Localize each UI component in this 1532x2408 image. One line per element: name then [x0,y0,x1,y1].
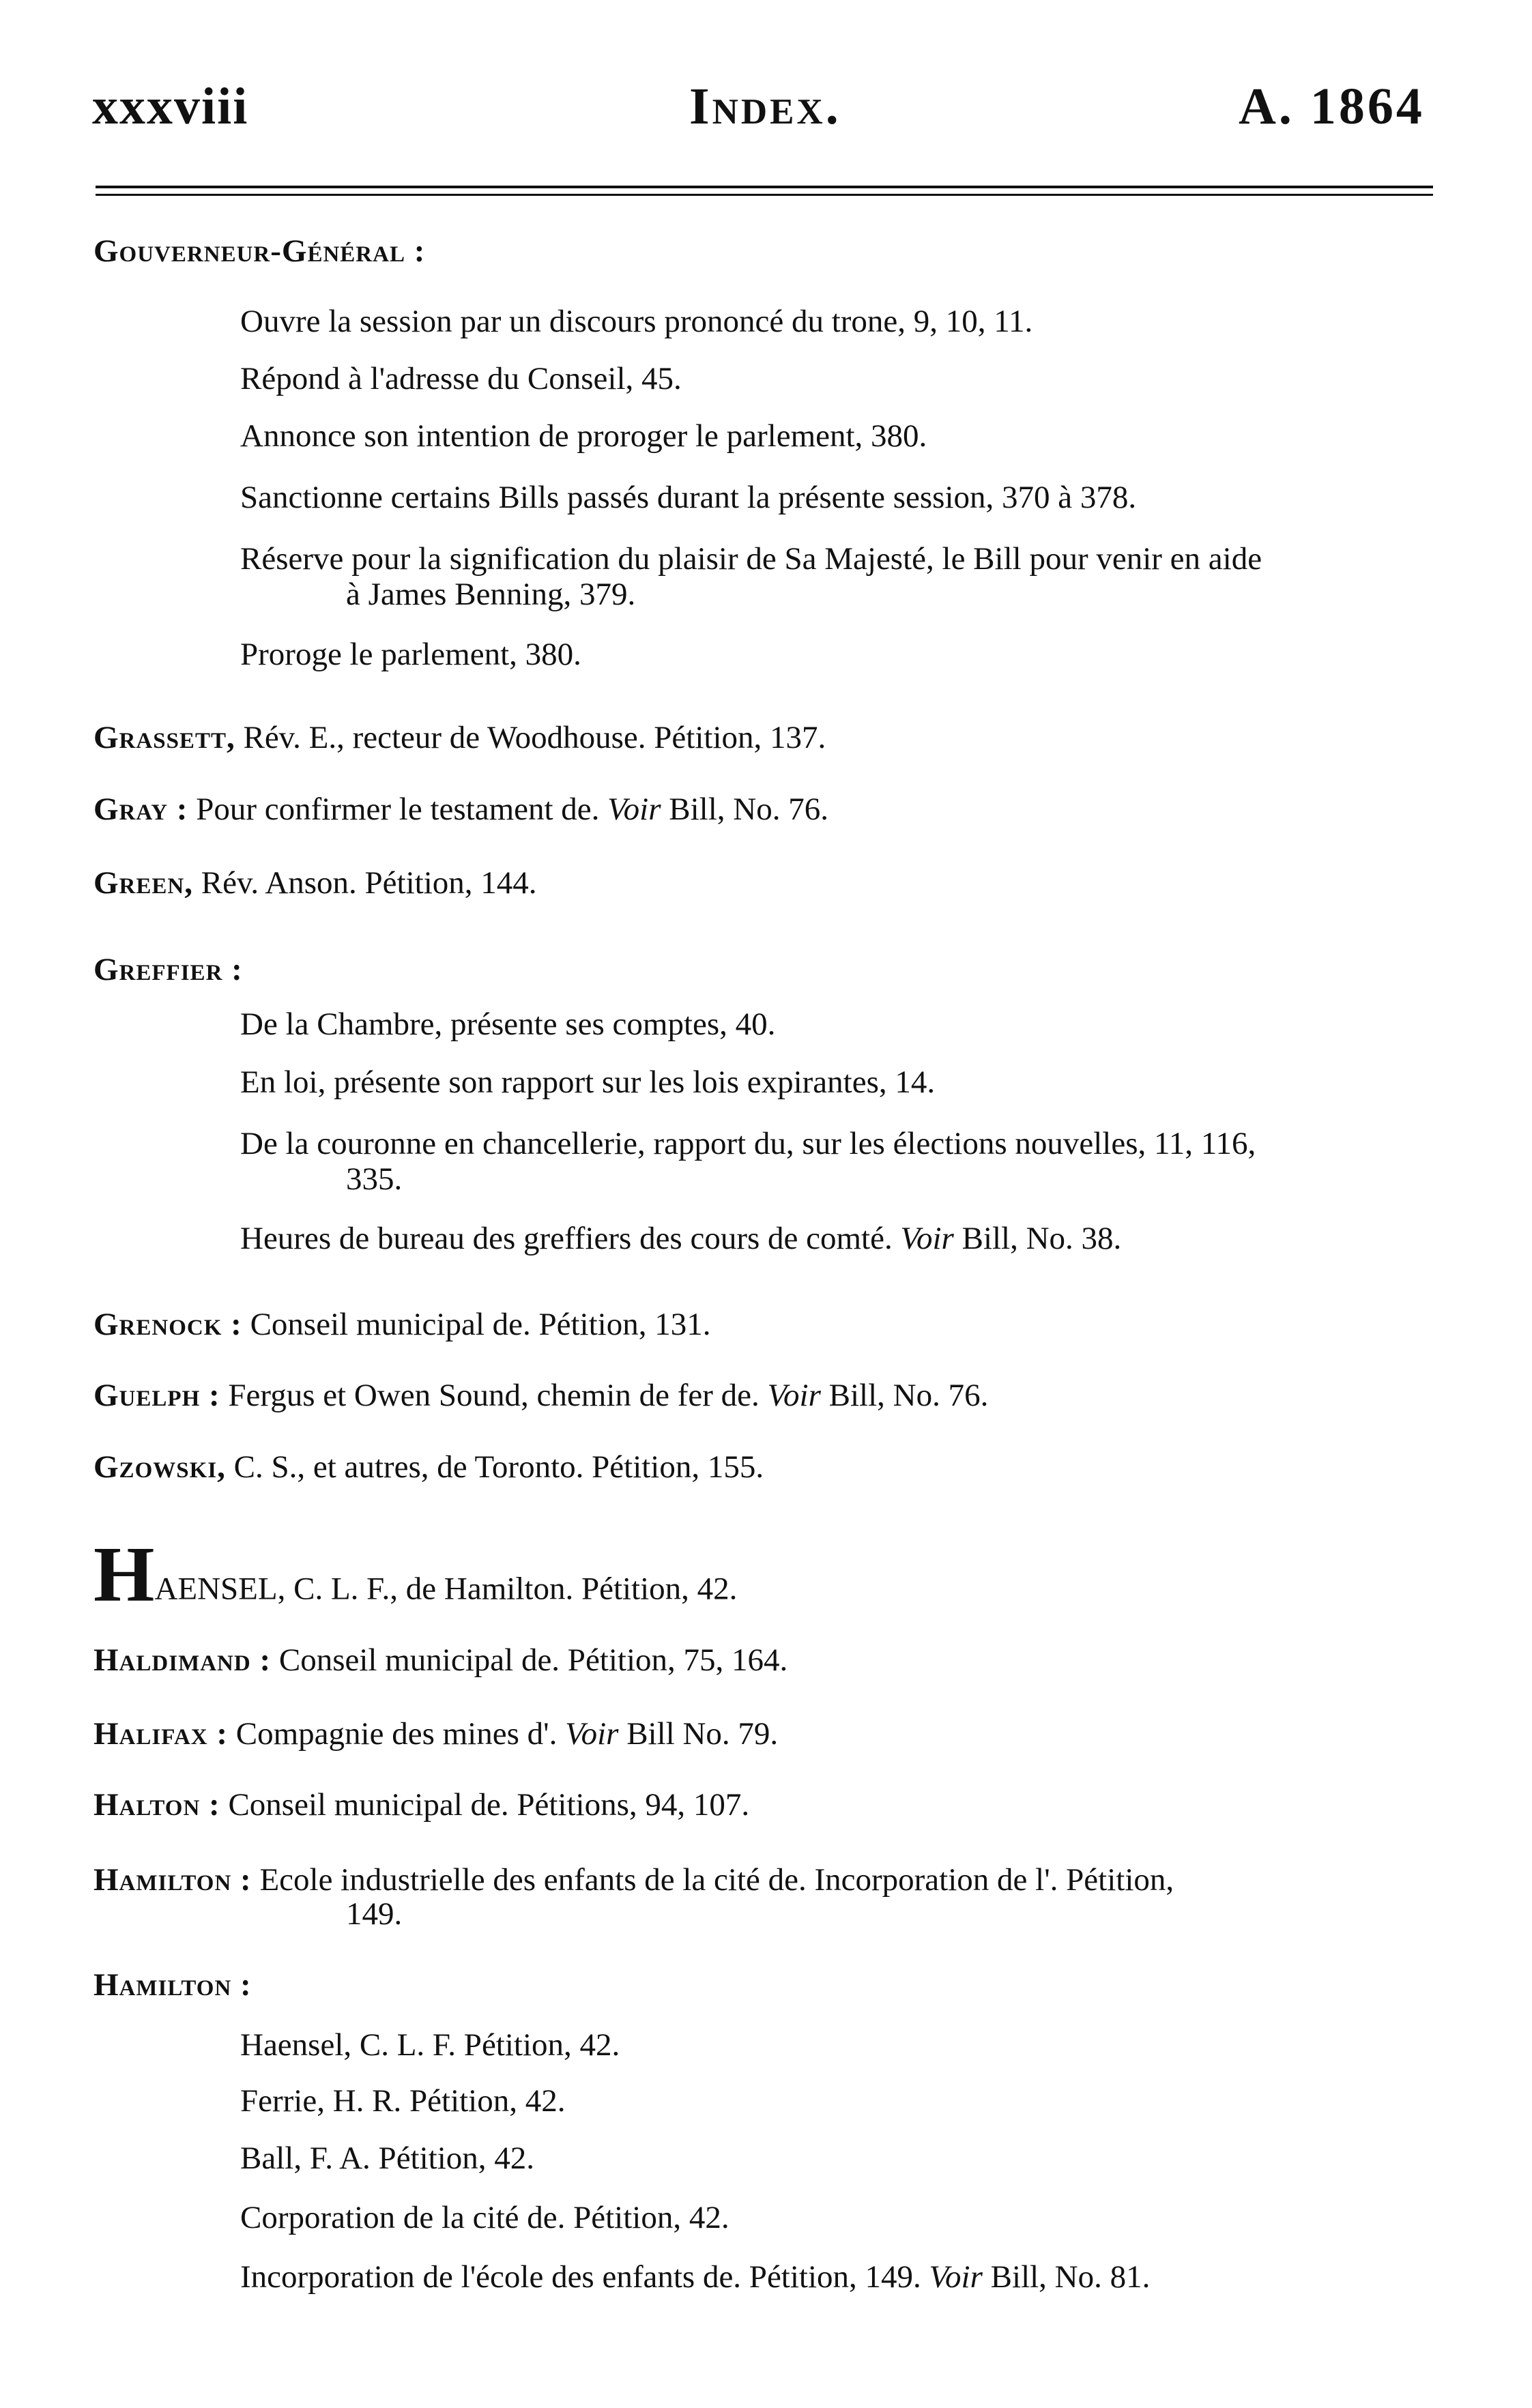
entry-name: Haldimand : [93,1642,272,1678]
entry-heading: Hamilton : [93,1967,252,2003]
sub-entry [240,1219,1121,1258]
page-number: xxxviii [92,78,249,135]
entry-name: Green, [93,865,193,901]
index-entry [93,719,826,757]
entry-reference: Bill, No. 38. [953,1221,1122,1256]
sub-entry: Ferrie, H. R. Pétition, 42. [240,2083,566,2119]
index-entry [93,1531,738,1623]
header-rule-top [96,186,1433,188]
entry-text: Compagnie des mines d'. [235,1716,566,1752]
entry-reference: Bill, No. 76. [820,1378,989,1413]
sub-entry: Ball, F. A. Pétition, 42. [240,2141,535,2176]
voir-reference: Voir [767,1378,821,1413]
entry-reference: Bill, No. 81. [982,2259,1151,2295]
index-entry [93,1786,749,1824]
index-entry [93,864,537,902]
header-rule-bottom [96,194,1433,196]
entry-heading: Greffier : [93,952,243,987]
index-entry [93,1376,988,1415]
sub-entry: Annonce son intention de proroger le parlement, 380. [240,418,927,454]
entry-name: Gray : [93,792,188,827]
sub-entry: Ouvre la session par un discours prononcé du trone, 9, 10, 11. [240,304,1033,339]
entry-text: Heures de bureau des greffiers des cours de comté. [240,1221,901,1256]
entry-continuation: 149. [346,1896,403,1932]
entry-name: Grenock : [93,1307,242,1342]
index-entry [93,1861,1174,1899]
voir-reference: Voir [929,2259,983,2295]
entry-reference: Bill, No. 76. [661,792,828,827]
sub-entry-continuation: 335. [346,1161,403,1197]
entry-text: Ecole industrielle des enfants de la cité de. Incorporation de l'. Pétition, [259,1862,1174,1898]
entry-text: Conseil municipal de. Pétition, 131. [250,1307,711,1342]
index-entry [93,1305,710,1344]
sub-entry: Proroge le parlement, 380. [240,637,581,672]
entry-name: Hamilton : [93,1862,252,1898]
entry-name: AENSEL, [154,1571,286,1607]
voir-reference: Voir [565,1716,619,1752]
entry-text: Fergus et Owen Sound, chemin de fer de. [228,1378,768,1413]
entry-text: Rév. Anson. Pétition, 144. [201,865,537,901]
year-label: A. 1864 [1239,78,1425,135]
entry-text: Conseil municipal de. Pétitions, 94, 107. [228,1787,750,1823]
sub-entry: De la Chambre, présente ses comptes, 40. [240,1006,776,1042]
sub-entry [240,2258,1150,2296]
section-initial: H [93,1531,155,1618]
entry-name: Halifax : [93,1716,229,1752]
entry-name: Halton : [93,1787,220,1823]
entry-heading: Gouverneur-Général : [93,233,426,269]
entry-name: Gzowski, [93,1449,226,1485]
sub-entry: Corporation de la cité de. Pétition, 42. [240,2200,729,2235]
index-entry [93,1448,764,1486]
sub-entry: En loi, présente son rapport sur les lois expirantes, 14. [240,1064,936,1100]
index-entry [93,790,828,828]
entry-text: Pour confirmer le testament de. [196,792,608,827]
sub-entry: Haensel, C. L. F. Pétition, 42. [240,2027,620,2063]
entry-text: Rév. E., recteur de Woodhouse. Pétition, 137. [243,720,826,755]
entry-text: C. L. F., de Hamilton. Pétition, 42. [293,1571,738,1607]
index-entry [93,1715,778,1753]
entry-text: Incorporation de l'école des enfants de. Pétition, 149. [240,2259,929,2295]
page-title: Index. [689,78,841,135]
voir-reference: Voir [607,792,661,827]
sub-entry: Répond à l'adresse du Conseil, 45. [240,361,682,396]
entry-reference: Bill No. 79. [618,1716,779,1752]
entry-name: Guelph : [93,1378,220,1413]
sub-entry: De la couronne en chancellerie, rapport du, sur les élections nouvelles, 11, 116, [240,1126,1256,1161]
entry-name: Grassett, [93,720,235,755]
sub-entry: Réserve pour la signification du plaisir de Sa Majesté, le Bill pour venir en aide [240,541,1262,577]
sub-entry-continuation: à James Benning, 379. [346,577,636,612]
voir-reference: Voir [900,1221,954,1256]
entry-text: C. S., et autres, de Toronto. Pétition, 155. [233,1449,764,1485]
sub-entry: Sanctionne certains Bills passés durant la présente session, 370 à 378. [240,480,1137,515]
index-entry [93,1641,787,1679]
entry-text: Conseil municipal de. Pétition, 75, 164. [278,1642,788,1678]
